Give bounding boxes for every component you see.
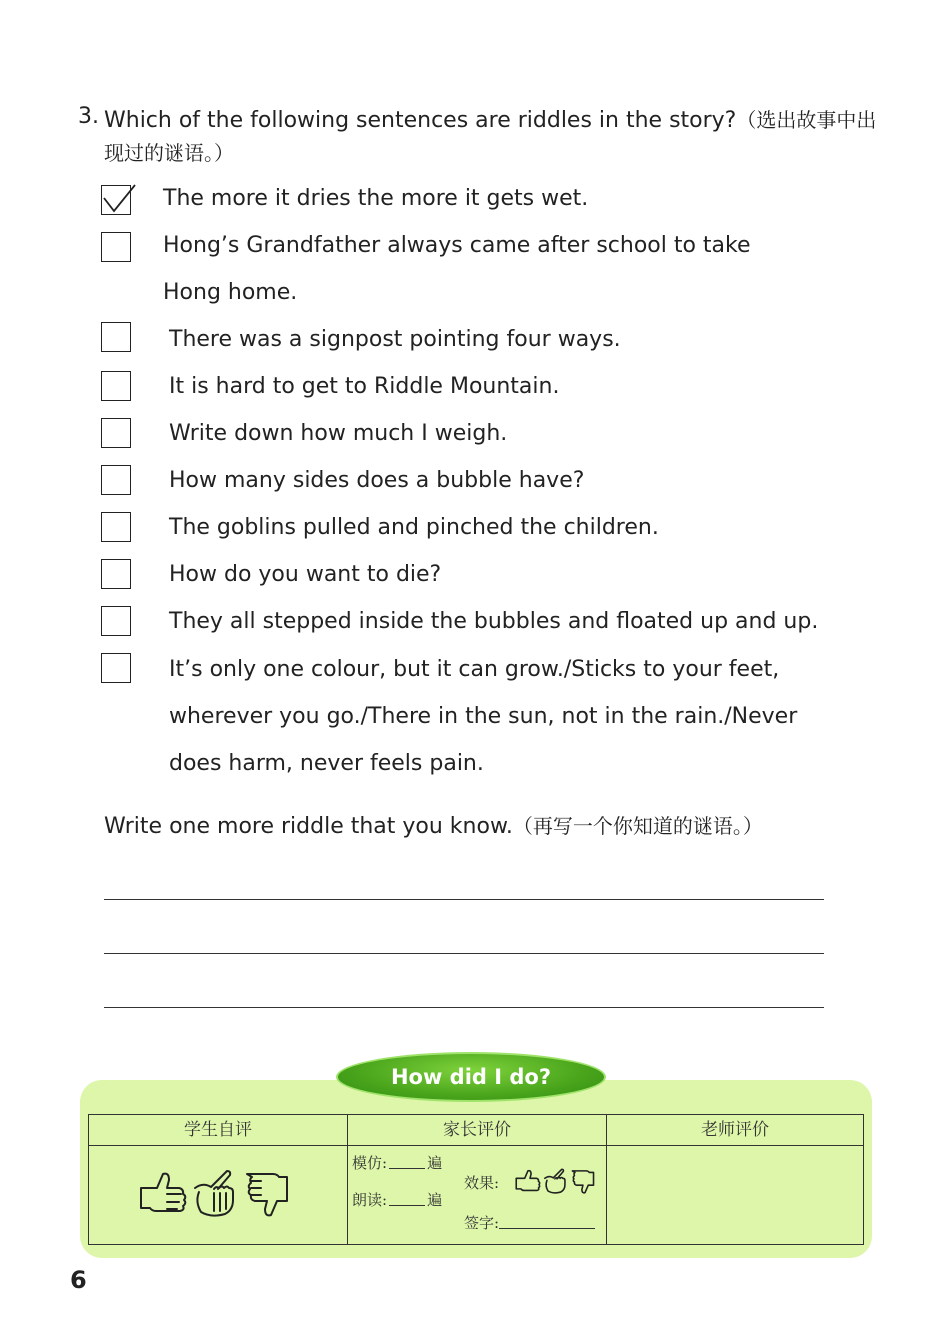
option-6-label: How many sides does a bubble have? (169, 468, 585, 493)
option-3-checkbox[interactable] (101, 322, 131, 352)
evaluation-table (88, 1114, 864, 1245)
write-prompt (104, 810, 763, 839)
option-4-checkbox[interactable] (101, 371, 131, 401)
option-1-label: The more it dries the more it gets wet. (163, 186, 589, 211)
sign-blank[interactable] (499, 1228, 595, 1229)
imitate-label: 模仿: (352, 1154, 388, 1172)
write-prompt-cn: （再写一个你知道的谜语。） (512, 814, 763, 838)
option-1-checkbox[interactable] (101, 185, 131, 215)
option-10-label: It’s only one colour, but it can grow./Sticks to your feet, wherever you go./There in the sun, not in the rain./Never does harm, never feels pain. (169, 657, 798, 776)
effect-label: 效果: (464, 1174, 500, 1192)
option-10-checkbox[interactable] (101, 653, 131, 683)
question-text-cn: （选出故事中出现过的谜语。） (104, 108, 877, 165)
option-8-checkbox[interactable] (101, 559, 131, 589)
option-7-checkbox[interactable] (101, 512, 131, 542)
read-unit: 遍 (427, 1191, 443, 1209)
sign-row (464, 1212, 595, 1233)
read-label: 朗读: (352, 1191, 388, 1209)
student-rating-icons (133, 1166, 303, 1224)
question-text-en: Which of the following sentences are riddles in the story? (104, 108, 737, 133)
option-9-label: They all stepped inside the bubbles and floated up and up. (169, 609, 819, 634)
column-student: 学生自评 (89, 1115, 348, 1146)
answer-line-3[interactable] (104, 1007, 824, 1008)
thumbs-down-icon[interactable] (572, 1171, 593, 1193)
option-3-label: There was a signpost pointing four ways. (169, 327, 621, 352)
imitate-unit: 遍 (427, 1154, 443, 1172)
read-blank[interactable] (389, 1205, 425, 1206)
effect-rating-icons (512, 1166, 602, 1198)
ok-hand-icon[interactable] (195, 1171, 233, 1216)
imitate-blank[interactable] (389, 1168, 425, 1169)
column-parent: 家长评价 (348, 1115, 607, 1146)
option-6-checkbox[interactable] (101, 465, 131, 495)
option-8-label: How do you want to die? (169, 562, 442, 587)
evaluation-title: How did I do? (336, 1052, 606, 1102)
answer-line-1[interactable] (104, 899, 824, 900)
column-teacher: 老师评价 (607, 1115, 864, 1146)
question-number: 3. (78, 104, 99, 129)
option-5-label: Write down how much I weigh. (169, 421, 508, 446)
option-5-checkbox[interactable] (101, 418, 131, 448)
read-row (352, 1189, 442, 1210)
parent-cell (348, 1146, 607, 1245)
option-4-label: It is hard to get to Riddle Mountain. (169, 374, 560, 399)
write-prompt-en: Write one more riddle that you know. (104, 814, 513, 839)
checkmark-icon (102, 182, 136, 216)
option-7-label: The goblins pulled and pinched the children. (169, 515, 659, 540)
ok-hand-icon[interactable] (545, 1169, 565, 1193)
question-text (104, 104, 884, 170)
teacher-cell[interactable] (607, 1146, 864, 1245)
sign-label: 签字: (464, 1214, 500, 1232)
thumbs-up-icon[interactable] (516, 1171, 539, 1191)
page-number: 6 (70, 1266, 87, 1294)
student-cell (89, 1146, 348, 1245)
thumbs-up-icon[interactable] (141, 1174, 185, 1211)
option-9-checkbox[interactable] (101, 606, 131, 636)
thumbs-down-icon[interactable] (247, 1174, 287, 1215)
answer-line-2[interactable] (104, 953, 824, 954)
option-2-checkbox[interactable] (101, 232, 131, 262)
imitate-row (352, 1152, 442, 1173)
option-2-label: Hong’s Grandfather always came after school to take Hong home. (163, 233, 751, 305)
